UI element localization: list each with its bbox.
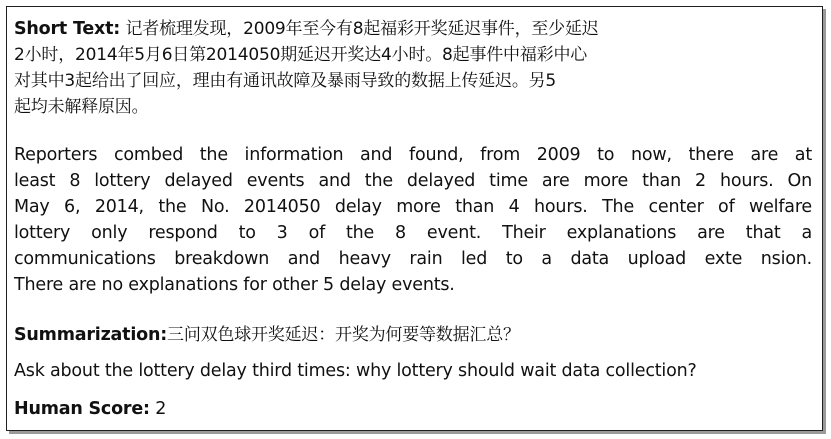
summarization-zh-text: 三问双色球开奖延迟：开奖为何要等数据汇总？	[167, 325, 520, 345]
human-score-line	[14, 396, 166, 422]
short-text-en-line-3-text: May 6, 2014, the No. 2014050 delay more than 4 hours. The center of welfare	[14, 197, 812, 217]
short-text-en-line-6: There are no explanations for other 5 delay events.	[14, 275, 455, 295]
short-text-en-line-5-text: communications breakdown and heavy rain led to a data upload exte nsion.	[14, 249, 812, 269]
short-text-zh-line-1-text: 记者梳理发现，2009年至今有8起福彩开奖延迟事件，至少延迟	[125, 19, 599, 39]
short-text-zh-line-3: 对其中3起给出了回应，理由有通讯故障及暴雨导致的数据上传延迟。另5	[14, 71, 557, 91]
short-text-en-line-5	[14, 246, 812, 272]
short-text-en-line-1	[14, 142, 812, 168]
short-text-label: Short Text:	[14, 19, 121, 39]
short-text-en-line-2	[14, 168, 812, 194]
human-score-label: Human Score:	[14, 399, 150, 419]
short-text-zh-line-4: 起均未解释原因。	[14, 97, 149, 117]
short-text-en-line-2-text: least 8 lottery delayed events and the delayed time are more than 2 hours. On	[14, 171, 812, 191]
short-text-en-line-4	[14, 220, 812, 246]
short-text-en-line-1-text: Reporters combed the information and found, from 2009 to now, there are at	[14, 145, 812, 165]
summarization-zh-line	[14, 322, 520, 348]
summarization-label: Summarization:	[14, 325, 168, 345]
short-text-zh-line-2: 2小时，2014年5月6日第2014050期延迟开奖达4小时。8起事件中福彩中心	[14, 45, 588, 65]
summarization-en-line: Ask about the lottery delay third times: why lottery should wait data collection?	[14, 361, 697, 381]
short-text-en-line-3	[14, 194, 812, 220]
short-text-zh-line-1	[14, 16, 599, 42]
human-score-value: 2	[155, 399, 167, 419]
short-text-en-line-4-text: lottery only respond to 3 of the 8 event. Their explanations are that a	[14, 223, 812, 243]
